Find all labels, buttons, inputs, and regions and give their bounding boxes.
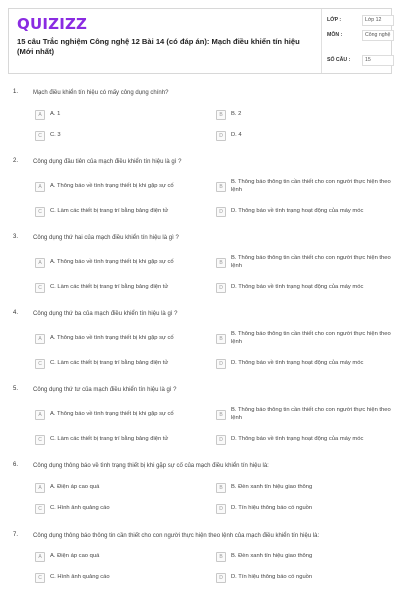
- option-text: A. Thông báo về tình trạng thiết bị khi gặp sự cố: [50, 411, 174, 417]
- option-letter-box: A: [35, 552, 45, 562]
- quizizz-logo: QUIZIZZ: [17, 15, 88, 33]
- worksheet-header: [8, 8, 392, 74]
- option-letter-box: C: [35, 504, 45, 514]
- question-text: Công dụng thông báo về tình trạng thiết bị khi gặp sự cố của mạch điều khiển tín hiệu là:: [33, 463, 269, 469]
- subject-label: MÔN :: [327, 32, 343, 38]
- option-letter-box: B: [216, 410, 226, 420]
- option-text: C. 3: [50, 132, 61, 138]
- option-letter-box: B: [216, 483, 226, 493]
- option-letter-box: C: [35, 207, 45, 217]
- option-text: C. Làm các thiết bị trang trí bằng bảng điện tử: [50, 284, 169, 290]
- option-letter-box: C: [35, 573, 45, 583]
- option-letter-box: B: [216, 258, 226, 268]
- option-text: A. Điện áp cao quá: [50, 553, 100, 559]
- question-text: Công dụng thông báo thông tin cần thiết cho con người thực hiện theo lệnh của mạch điều khiển tín hiệu là:: [33, 533, 320, 539]
- option-text: D. Thông báo về tình trạng hoạt động của máy móc: [231, 436, 364, 442]
- option-letter-box: A: [35, 410, 45, 420]
- option-text: A. Thông báo về tình trạng thiết bị khi gặp sự cố: [50, 259, 174, 265]
- option-letter-box: A: [35, 483, 45, 493]
- question-number: 5.: [13, 386, 19, 392]
- option-letter-box: D: [216, 504, 226, 514]
- option-letter-box: D: [216, 435, 226, 445]
- option-letter-box: A: [35, 258, 45, 268]
- question-text: Công dụng đầu tiên của mạch điều khiển tín hiệu là gì ?: [33, 159, 182, 165]
- header-divider: [321, 9, 322, 73]
- option-letter-box: B: [216, 552, 226, 562]
- option-text: B. 2: [231, 111, 242, 117]
- option-text: D. 4: [231, 132, 242, 138]
- class-value: Lớp 12: [362, 15, 394, 26]
- option-text: C. Hình ảnh quảng cáo: [50, 574, 110, 580]
- option-text: B. Thông báo thông tin cần thiết cho con người thực hiện theo lệnh: [231, 407, 391, 421]
- option-letter-box: A: [35, 110, 45, 120]
- question-number: 7.: [13, 532, 19, 538]
- subject-value: Công nghệ: [362, 30, 394, 41]
- option-text: D. Thông báo về tình trạng hoạt động của máy móc: [231, 208, 364, 214]
- option-text: B. Thông báo thông tin cần thiết cho con người thực hiện theo lệnh: [231, 331, 391, 345]
- option-letter-box: D: [216, 207, 226, 217]
- worksheet-title: 15 câu Trắc nghiệm Công nghệ 12 Bài 14 (có đáp án): Mạch điều khiển tín hiệu (Mới nhất): [17, 37, 300, 56]
- option-text: D. Thông báo về tình trạng hoạt động của máy móc: [231, 284, 364, 290]
- option-text: A. Điện áp cao quá: [50, 484, 100, 490]
- option-text: D. Tín hiệu thông báo có nguồn: [231, 505, 313, 511]
- option-text: C. Làm các thiết bị trang trí bằng bảng điện tử: [50, 436, 169, 442]
- option-letter-box: B: [216, 182, 226, 192]
- option-text: C. Làm các thiết bị trang trí bằng bảng điện tử: [50, 208, 169, 214]
- option-text: A. 1: [50, 111, 61, 117]
- question-number: 6.: [13, 462, 19, 468]
- option-text: B. Thông báo thông tin cần thiết cho con người thực hiện theo lệnh: [231, 179, 391, 193]
- option-text: C. Hình ảnh quảng cáo: [50, 505, 110, 511]
- question-text: Công dụng thứ hai của mạch điều khiển tín hiệu là gì ?: [33, 235, 179, 241]
- question-text: Công dụng thứ tư của mạch điều khiển tín hiệu là gì ?: [33, 387, 177, 393]
- option-text: A. Thông báo về tình trạng thiết bị khi gặp sự cố: [50, 183, 174, 189]
- question-number: 1.: [13, 89, 19, 95]
- option-text: D. Tín hiệu thông báo có nguồn: [231, 574, 313, 580]
- option-text: C. Làm các thiết bị trang trí bằng bảng điện tử: [50, 360, 169, 366]
- option-text: A. Thông báo về tình trạng thiết bị khi gặp sự cố: [50, 335, 174, 341]
- question-count-value: 15: [362, 55, 394, 66]
- question-number: 4.: [13, 310, 19, 316]
- class-label: LỚP :: [327, 17, 342, 23]
- option-letter-box: D: [216, 359, 226, 369]
- option-text: B. Đèn xanh tín hiệu giao thông: [231, 553, 313, 559]
- option-letter-box: D: [216, 283, 226, 293]
- option-text: D. Thông báo về tình trạng hoạt động của máy móc: [231, 360, 364, 366]
- question-number: 2.: [13, 158, 19, 164]
- option-letter-box: C: [35, 283, 45, 293]
- option-text: B. Đèn xanh tín hiệu giao thông: [231, 484, 313, 490]
- option-text: B. Thông báo thông tin cần thiết cho con người thực hiện theo lệnh: [231, 255, 391, 269]
- question-text: Công dụng thứ ba của mạch điều khiển tín hiệu là gì ?: [33, 311, 178, 317]
- question-count-label: SỐ CÂU :: [327, 57, 351, 63]
- option-letter-box: C: [35, 131, 45, 141]
- option-letter-box: B: [216, 110, 226, 120]
- option-letter-box: C: [35, 435, 45, 445]
- option-letter-box: D: [216, 131, 226, 141]
- option-letter-box: A: [35, 182, 45, 192]
- option-letter-box: D: [216, 573, 226, 583]
- question-number: 3.: [13, 234, 19, 240]
- option-letter-box: C: [35, 359, 45, 369]
- option-letter-box: A: [35, 334, 45, 344]
- question-text: Mạch điều khiển tín hiệu có mấy công dụng chính?: [33, 90, 169, 96]
- option-letter-box: B: [216, 334, 226, 344]
